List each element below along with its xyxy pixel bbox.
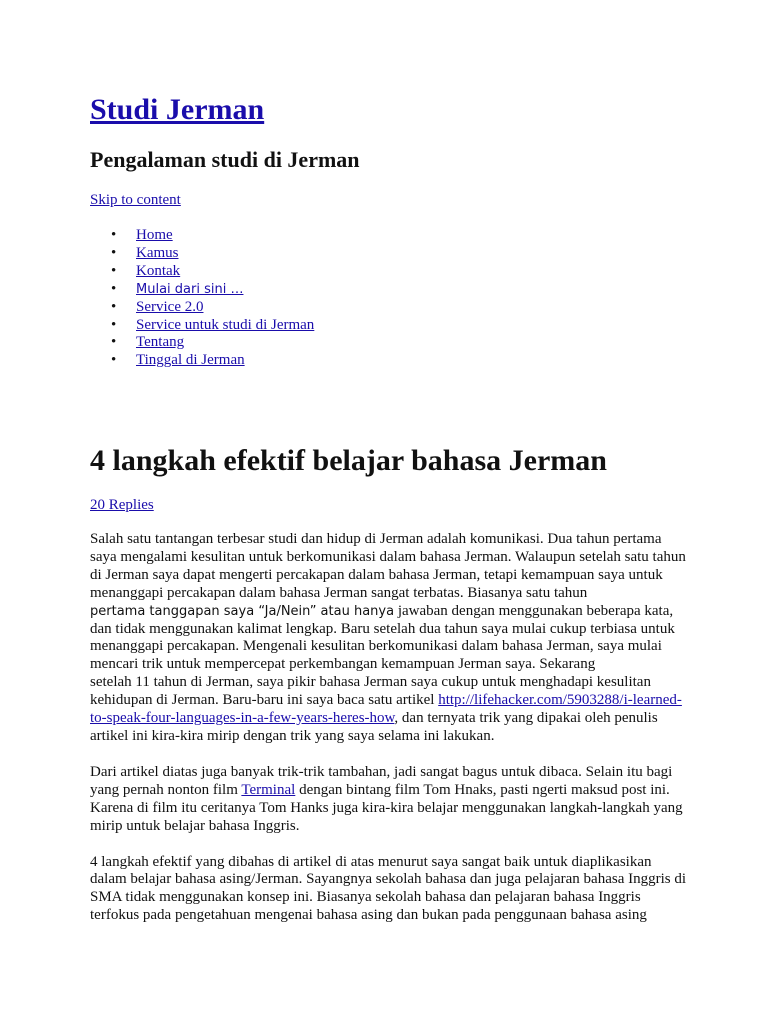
- nav-link-kontak[interactable]: Kontak: [136, 262, 181, 279]
- post-title: 4 langkah efektif belajar bahasa Jerman: [90, 444, 607, 477]
- bullet-icon: •: [111, 334, 117, 351]
- bullet-icon: •: [111, 316, 117, 333]
- nav-item-tinggal: [90, 352, 314, 370]
- nav-item-service: [90, 299, 314, 317]
- bullet-icon: •: [111, 298, 117, 315]
- nav-link-tinggal[interactable]: Tinggal di Jerman: [136, 352, 245, 369]
- nav-link-home[interactable]: Home: [136, 227, 173, 243]
- nav-item-tentang: [90, 334, 314, 352]
- nav-link-kamus[interactable]: Kamus: [136, 244, 179, 261]
- paragraph-2-text-a: Dari artikel diatas juga banyak trik-trik tambahan, jadi sangat bagus untuk dibaca. Selain itu bagi yang pernah nonton film: [90, 763, 673, 798]
- paragraph-1-text-b: pertama tanggapan saya “Ja/Nein” atau hanya: [90, 603, 395, 619]
- nav-link-service-studi[interactable]: Service untuk studi di Jerman: [136, 316, 315, 333]
- nav-item-kontak: [90, 263, 314, 281]
- nav-item-home: [90, 227, 314, 245]
- paragraph-3: 4 langkah efektif yang dibahas di artikel di atas menurut saya sangat baik untuk diaplikasikan dalam belajar bahasa asing/Jerman. Sayangnya sekolah bahasa dan juga pelajaran bahasa Inggris di SMA tidak menggunakan konsep ini. Biasanya sekolah bahasa dan pelajaran bahasa Inggris terfokus pada pengetahuan mengenai bahasa asing dan bukan pada penggunaan bahasa asing: [90, 853, 687, 924]
- bullet-icon: •: [111, 227, 117, 243]
- paragraph-1-text-d: setelah 11 tahun di Jerman, saya pikir bahasa Jerman saya cukup untuk menghadapi kesulitan kehidupan di Jerman. Baru-baru ini saya baca satu artikel: [90, 674, 651, 709]
- site-title-link[interactable]: Studi Jerman: [90, 93, 265, 126]
- post-content: [90, 531, 690, 943]
- bullet-icon: •: [111, 244, 117, 261]
- paragraph-1-text-c: jawaban dengan menggunakan beberapa kata, dan tidak menggunakan kalimat lengkap. Baru setelah dua tahun saya mulai cukup terbiasa untuk menanggapi percakapan. Mengenali kesulitan berkomunikasi dalam bahasa Jerman, saya mulai mencari trik untuk mempercepat perkembangan kemampuan Jerman saya. Sekarang: [90, 602, 675, 673]
- paragraph-1-text-e: , dan ternyata trik yang dipakai oleh penulis artikel ini kira-kira mirip dengan trik yang saya selama ini lakukan.: [90, 710, 658, 744]
- nav-link-tentang[interactable]: Tentang: [136, 334, 185, 351]
- site-title: [90, 90, 264, 130]
- lifehacker-article-link[interactable]: http://lifehacker.com/5903288/i-learned-to-speak-four-languages-in-a-few-years-heres-how: [90, 692, 682, 727]
- skip-to-content-link[interactable]: Skip to content: [90, 192, 181, 208]
- paragraph-1-text-a: Salah satu tantangan terbesar studi dan hidup di Jerman adalah komunikasi. Dua tahun pertama saya mengalami kesulitan untuk berkomunikasi dalam bahasa Jerman. Walaupun setelah satu tahun di Jerman saya dapat mengerti percakapan dalam bahasa Jerman, tetapi kemampuan saya untuk menanggapi percakapan dalam bahasa Jerman sangat terbatas. Biasanya satu tahun: [90, 531, 686, 601]
- bullet-icon: •: [111, 262, 117, 279]
- nav-link-mulai[interactable]: Mulai dari sini …: [136, 281, 244, 297]
- nav-item-mulai: [90, 281, 314, 299]
- nav-item-service-studi: [90, 317, 314, 335]
- bullet-icon: •: [111, 352, 117, 369]
- paragraph-2: [90, 764, 690, 836]
- paragraph-2-text-b: dengan bintang film Tom Hnaks, pasti ngerti maksud post ini. Karena di film itu ceritanya Tom Hanks juga kira-kira belajar menggunakan langkah-langkah yang mirip untuk belajar bahasa Inggris.: [90, 781, 683, 834]
- replies-link[interactable]: 20 Replies: [90, 497, 154, 513]
- paragraph-1: [90, 531, 690, 746]
- nav-item-kamus: [90, 245, 314, 263]
- bullet-icon: •: [111, 280, 117, 297]
- main-navigation: [90, 227, 314, 370]
- nav-link-service[interactable]: Service 2.0: [136, 298, 204, 315]
- terminal-film-link[interactable]: Terminal: [241, 781, 296, 798]
- site-tagline: Pengalaman studi di Jerman: [90, 147, 360, 172]
